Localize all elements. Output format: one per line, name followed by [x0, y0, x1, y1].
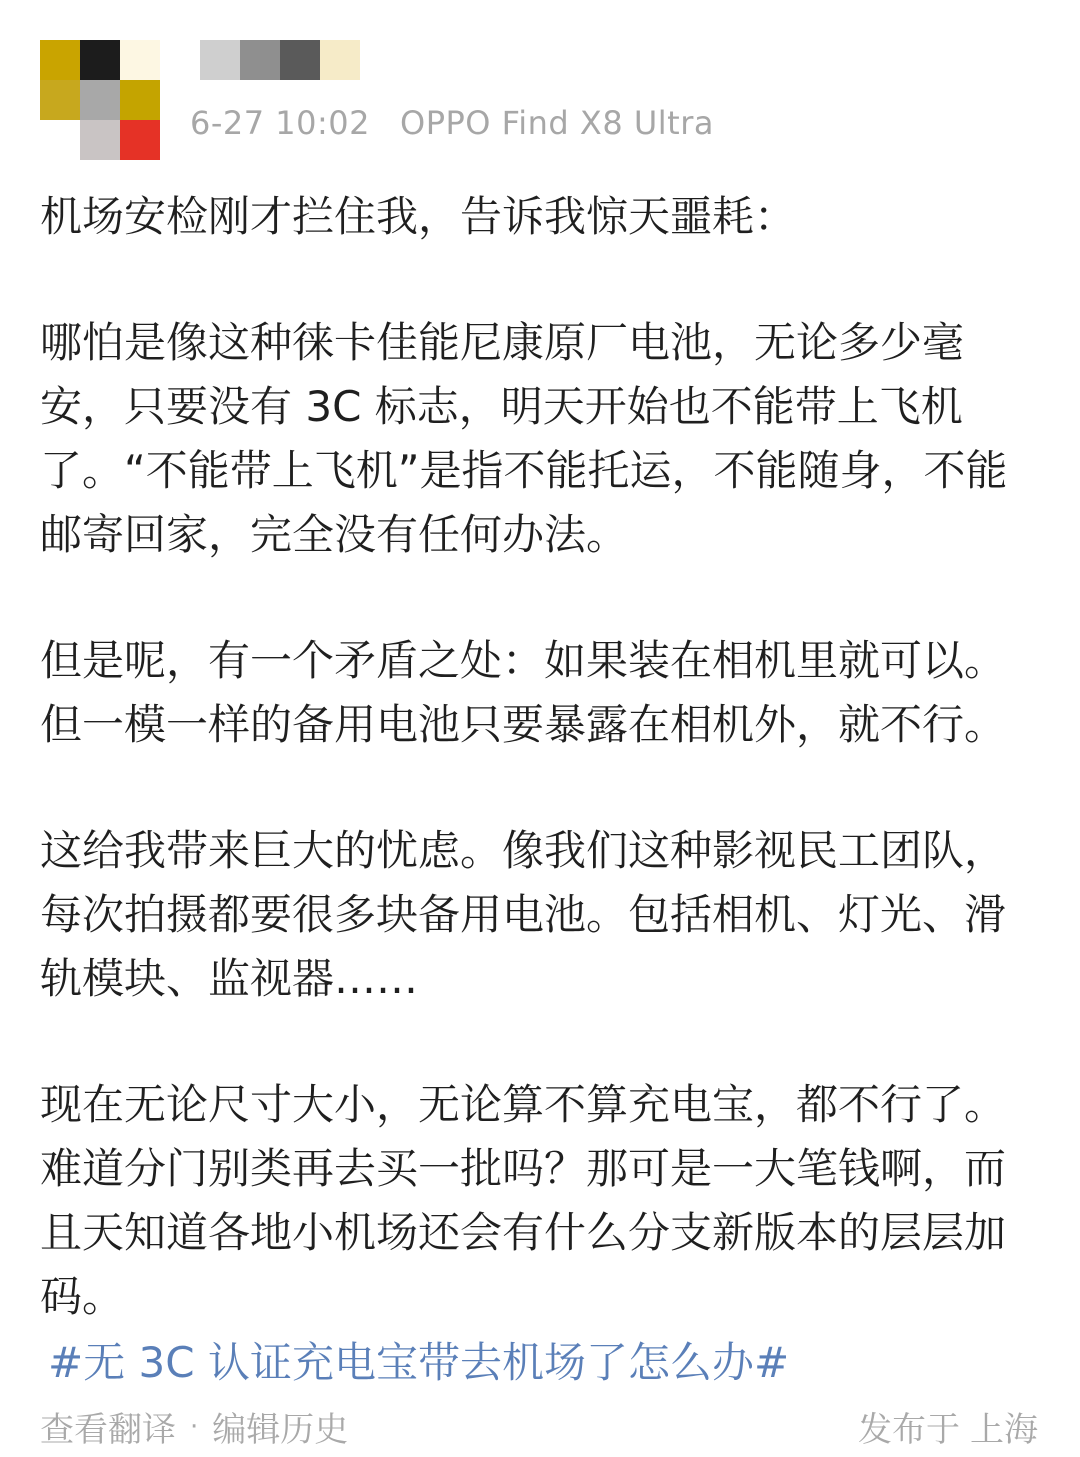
paragraph: 现在无论尺寸大小，无论算不算充电宝，都不行了。难道分门别类再去买一批吗？那可是一大笔钱啊，而且天知道各地小机场还会有什么分支新版本的层层加码。: [40, 1080, 1007, 1321]
username-mosaic-tile: [320, 40, 360, 80]
paragraph: 但是呢，有一个矛盾之处：如果装在相机里就可以。但一模一样的备用电池只要暴露在相机外，就不行。: [40, 636, 1007, 749]
paragraph: 机场安检刚才拦住我，告诉我惊天噩耗：: [40, 192, 797, 241]
edit-history-link[interactable]: 编辑历史: [212, 1410, 349, 1450]
translate-link[interactable]: 查看翻译: [40, 1410, 176, 1450]
post-device: OPPO Find X8 Ultra: [400, 104, 714, 142]
avatar[interactable]: [40, 40, 160, 160]
publish-location: [858, 1402, 1038, 1451]
post-timestamp: 6-27 10:02: [190, 104, 371, 142]
separator-dot: ·: [190, 1411, 199, 1442]
published-prefix: 发布于: [858, 1410, 960, 1450]
username-mosaic-tile: [280, 40, 320, 80]
username-mosaic[interactable]: [200, 40, 360, 80]
location-label: 上海: [970, 1410, 1038, 1450]
avatar-mosaic-tile: [80, 120, 120, 160]
avatar-mosaic-tile: [40, 120, 80, 160]
username-mosaic-tile: [200, 40, 240, 80]
hashtag-link[interactable]: #无 3C 认证充电宝带去机场了怎么办#: [48, 1338, 790, 1387]
avatar-mosaic-tile: [80, 40, 120, 80]
post-meta: [190, 104, 714, 142]
avatar-mosaic-tile: [40, 80, 80, 120]
avatar-mosaic-tile: [40, 40, 80, 80]
avatar-mosaic-tile: [80, 80, 120, 120]
avatar-mosaic-tile: [120, 80, 160, 120]
username-mosaic-tile: [240, 40, 280, 80]
paragraph: 这给我带来巨大的忧虑。像我们这种影视民工团队，每次拍摄都要很多块备用电池。包括相机、灯光、滑轨模块、监视器……: [40, 826, 1007, 1003]
post-content: [40, 185, 1040, 1329]
paragraph: 哪怕是像这种徕卡佳能尼康原厂电池，无论多少毫安，只要没有 3C 标志，明天开始也不能带上飞机了。“不能带上飞机”是指不能托运，不能随身，不能邮寄回家，完全没有任何办法。: [40, 318, 1008, 559]
avatar-mosaic-tile: [120, 40, 160, 80]
avatar-mosaic-tile: [120, 120, 160, 160]
footer-actions: [40, 1402, 348, 1451]
